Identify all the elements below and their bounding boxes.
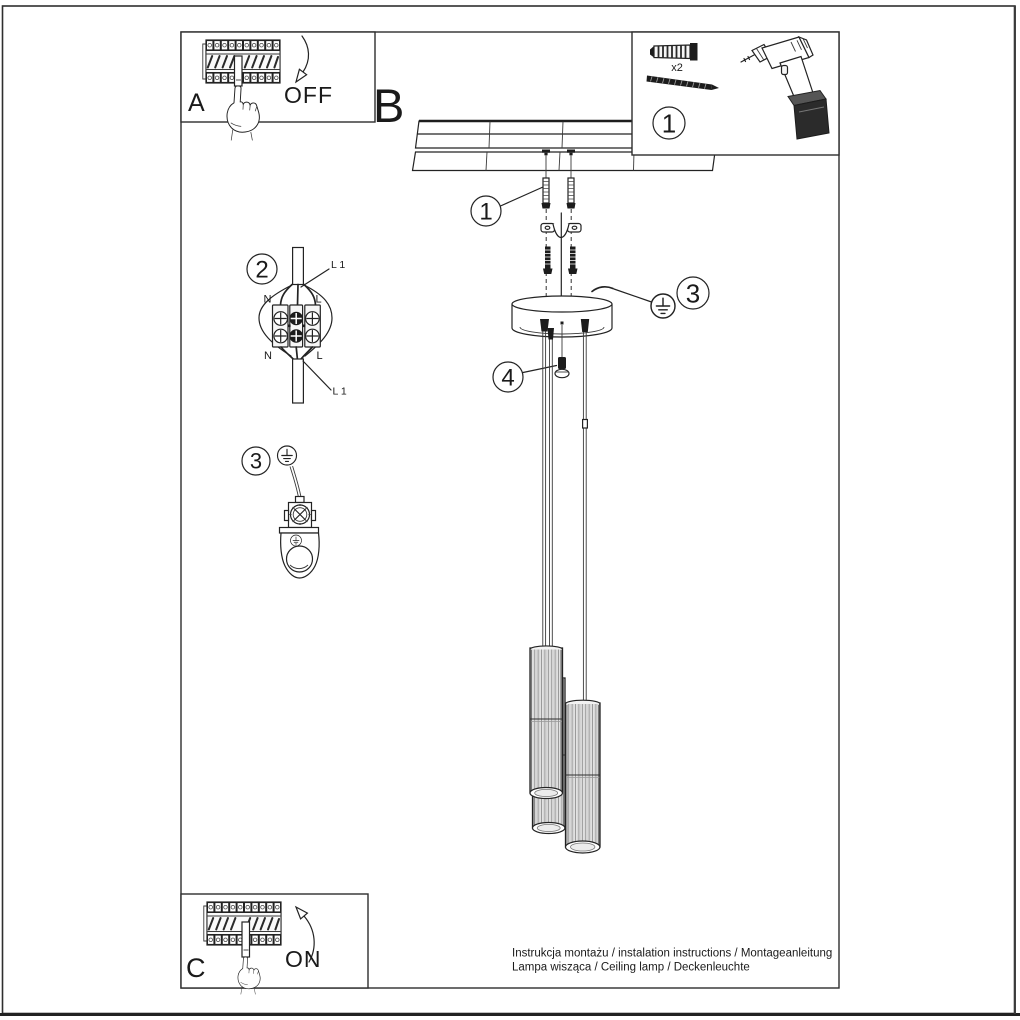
pendant-shade-front-left	[530, 646, 563, 799]
label-live-top: L	[315, 293, 322, 306]
canopy-screws	[543, 247, 578, 275]
terminal-block	[273, 305, 321, 347]
label-live-bottom: L	[316, 350, 323, 362]
callout-ground	[677, 277, 709, 309]
callout-ground-number: 3	[685, 278, 701, 309]
parts-box	[632, 32, 839, 155]
footer-text	[512, 948, 832, 974]
breaker-panel-icon-a	[203, 40, 280, 86]
supply-cable-bottom	[293, 359, 304, 403]
callout-ground-detail	[242, 447, 270, 475]
label-neutral-bottom: N	[264, 350, 272, 362]
callout-wiring-number: 2	[255, 256, 269, 284]
cord-joint	[583, 420, 588, 429]
pendant-shade-right	[566, 700, 601, 853]
step-c-box	[181, 894, 368, 994]
breaker-lever-c	[242, 922, 250, 957]
ground-bracket-plate	[280, 528, 320, 579]
callout-cord-grip	[493, 362, 557, 392]
label-line-bottom: L 1	[332, 385, 347, 398]
callout-cord-grip-number: 4	[501, 364, 515, 392]
parts-box-number: 1	[661, 108, 677, 139]
wire-line	[298, 285, 299, 306]
main-frame	[181, 32, 839, 988]
breaker-lever-a	[235, 56, 243, 86]
earth-stamp	[291, 535, 302, 546]
ground-terminal-screw	[285, 497, 316, 528]
quantity-label: x2	[671, 62, 683, 74]
footer-line2: Lampa wisząca / Ceiling lamp / Deckenleuchte	[512, 961, 750, 974]
callout-ground-detail-number: 3	[249, 448, 263, 474]
step-a-label: A	[188, 89, 205, 117]
step-a-box	[181, 32, 375, 140]
step-c-label: C	[186, 953, 206, 983]
earth-symbol	[651, 294, 675, 318]
mounting-screws	[542, 171, 576, 209]
label-line-top: L 1	[331, 259, 346, 271]
earth-symbol-small	[278, 446, 297, 465]
main-assembly-drawing	[413, 121, 716, 853]
label-neutral-top: N	[263, 293, 272, 306]
ground-detail	[242, 446, 319, 578]
wiring-diagram	[247, 248, 347, 404]
wall-plug-icon	[650, 43, 698, 61]
supply-cable-top	[293, 248, 304, 285]
parts-box-callout	[653, 107, 685, 139]
ground-wire-detail2	[293, 466, 301, 497]
callout-screws-number: 1	[479, 198, 493, 226]
step-b-label: B	[373, 79, 405, 132]
wire-line-out	[296, 347, 297, 360]
footer-line1: Instrukcja montażu / instalation instructions / Montageanleitung	[512, 947, 833, 960]
on-label: ON	[285, 946, 322, 972]
off-label: OFF	[284, 82, 333, 108]
callout-wiring	[247, 254, 277, 284]
callout-screws	[471, 187, 543, 226]
